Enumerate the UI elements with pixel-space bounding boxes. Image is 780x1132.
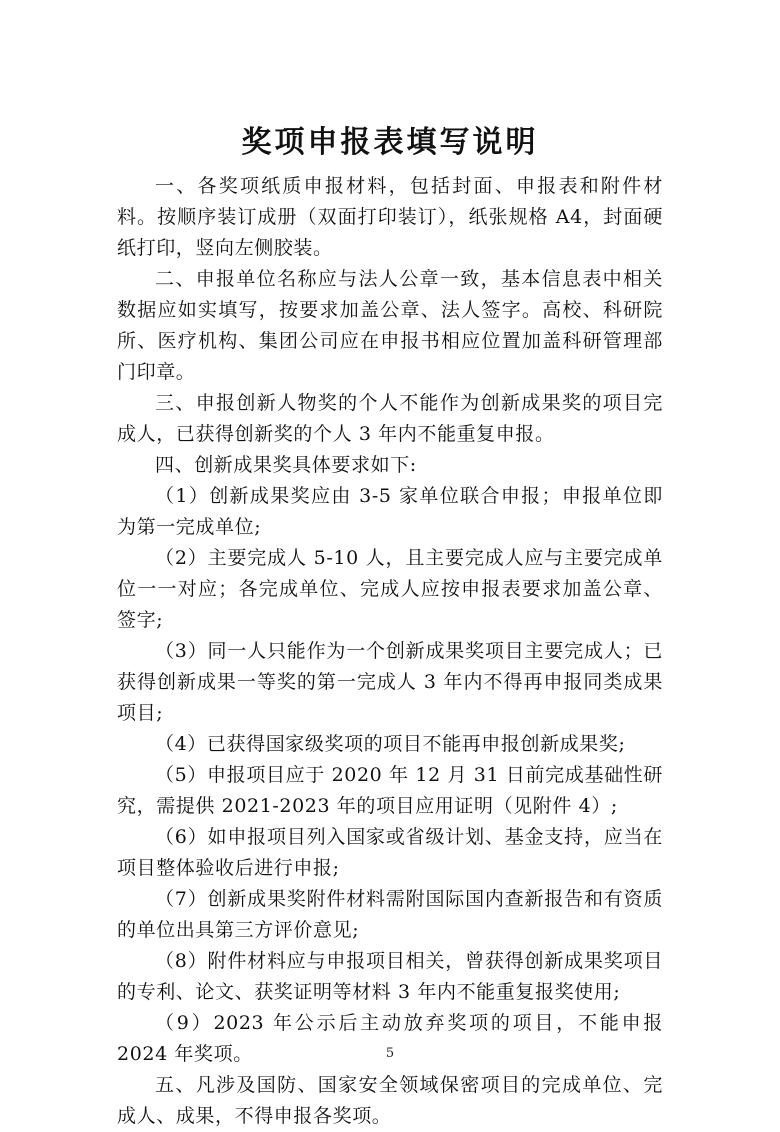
paragraph-2: 二、申报单位名称应与法人公章一致，基本信息表中相关数据应如实填写，按要求加盖公章、法人签字。高校、科研院所、医疗机构、集团公司应在申报书相应位置加盖科研管理部门印章。 xyxy=(117,268,663,383)
page-number: 5 xyxy=(385,1046,395,1061)
requirement-item-2: （2）主要完成人 5-10 人，且主要完成人应与主要完成单位一一对应；各完成单位、完成人应按申报表要求加盖公章、签字; xyxy=(117,547,663,631)
requirement-item-5: （5）申报项目应于 2020 年 12 月 31 日前完成基础性研究，需提供 2021-2023 年的项目应用证明（见附件 4）; xyxy=(117,764,663,817)
requirement-item-6: （6）如申报项目列入国家或省级计划、基金支持，应当在项目整体验收后进行申报; xyxy=(117,826,663,879)
paragraph-3: 三、申报创新人物奖的个人不能作为创新成果奖的项目完成人，已获得创新奖的个人 3 年内不能重复申报。 xyxy=(117,392,663,445)
requirement-item-4: （4）已获得国家级奖项的项目不能再申报创新成果奖; xyxy=(155,733,626,755)
requirement-item-8: （8）附件材料应与申报项目相关，曾获得创新成果奖项目的专利、论文、获奖证明等材料 3 年内不能重复报奖使用; xyxy=(117,950,663,1003)
requirement-item-3: （3）同一人只能作为一个创新成果奖项目主要完成人；已获得创新成果一等奖的第一完成人 3 年内不得再申报同类成果项目; xyxy=(117,640,663,724)
instructions-body xyxy=(117,171,663,1132)
requirement-item-9: （9）2023 年公示后主动放弃奖项的项目，不能申报 2024 年奖项。 xyxy=(117,1012,663,1065)
paragraph-4: 四、创新成果奖具体要求如下: xyxy=(155,454,417,476)
requirement-item-7: （7）创新成果奖附件材料需附国际国内查新报告和有资质的单位出具第三方评价意见; xyxy=(117,888,663,941)
requirement-item-1: （1）创新成果奖应由 3-5 家单位联合申报；申报单位即为第一完成单位; xyxy=(117,485,663,538)
page-title: 奖项申报表填写说明 xyxy=(241,125,539,161)
paragraph-5: 五、凡涉及国防、国家安全领域保密项目的完成单位、完成人、成果，不得申报各奖项。 xyxy=(117,1074,663,1127)
paragraph-1: 一、各奖项纸质申报材料，包括封面、申报表和附件材料。按顺序装订成册（双面打印装订），纸张规格 A4，封面硬纸打印，竖向左侧胶装。 xyxy=(117,175,663,259)
